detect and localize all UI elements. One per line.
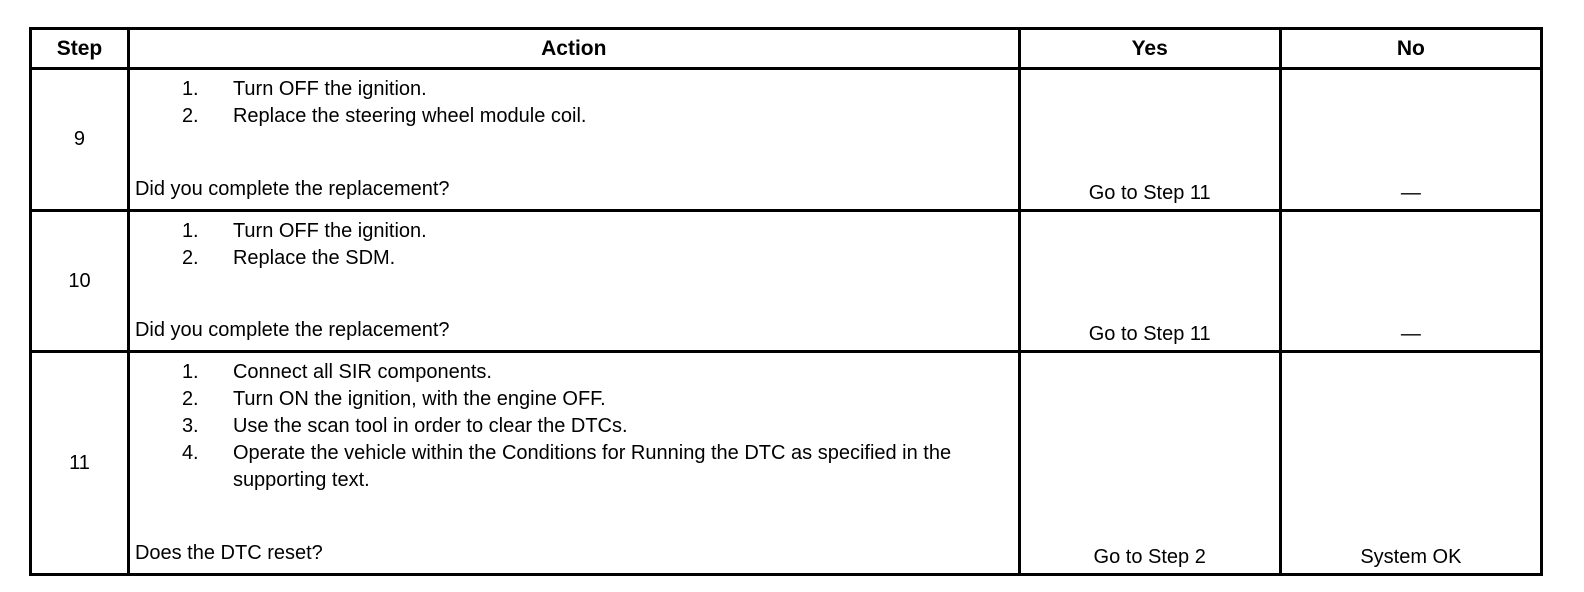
list-item-text: Replace the SDM.: [232, 247, 396, 269]
yes-result: Go to Step 11: [1019, 211, 1280, 352]
list-item: [130, 76, 1018, 103]
step-number: 11: [31, 352, 129, 575]
diagnostic-table: [29, 27, 1543, 576]
list-item-number: 2.: [181, 247, 199, 269]
list-item-number: 3.: [181, 415, 199, 437]
list-item-number: 1.: [181, 220, 199, 242]
no-result: System OK: [1280, 352, 1541, 575]
action-cell: [128, 69, 1019, 211]
action-question: Does the DTC reset?: [134, 542, 323, 564]
list-item-number: 2.: [181, 388, 199, 410]
list-item: [130, 245, 1018, 272]
no-result: —: [1280, 69, 1541, 211]
list-item-text: Replace the steering wheel module coil.: [232, 105, 587, 127]
action-cell: [128, 211, 1019, 352]
header-step: Step: [31, 29, 129, 69]
header-no: No: [1280, 29, 1541, 69]
list-item: [130, 218, 1018, 245]
list-item: [130, 386, 1018, 413]
step-number: 10: [31, 211, 129, 352]
yes-result: Go to Step 2: [1019, 352, 1280, 575]
table-row: [31, 211, 1542, 352]
list-item: [130, 413, 1018, 440]
list-item-number: 4.: [181, 442, 199, 464]
list-item-number: 2.: [181, 105, 199, 127]
header-row: [31, 29, 1542, 69]
action-question: Did you complete the replacement?: [134, 178, 450, 200]
list-item: [130, 359, 1018, 386]
list-item-text: Turn OFF the ignition.: [232, 220, 427, 242]
action-cell: [128, 352, 1019, 575]
list-item-number: 1.: [181, 361, 199, 383]
header-action: Action: [128, 29, 1019, 69]
list-item-text: Turn ON the ignition, with the engine OFF.: [232, 388, 606, 410]
list-item: [130, 103, 1018, 130]
step-number: 9: [31, 69, 129, 211]
action-list: [130, 353, 1018, 494]
no-result: —: [1280, 211, 1541, 352]
list-item: [130, 440, 1018, 494]
action-question: Did you complete the replacement?: [134, 319, 450, 341]
yes-result: Go to Step 11: [1019, 69, 1280, 211]
list-item-text: Operate the vehicle within the Conditions for Running the DTC as specified in the supporting text.: [232, 442, 952, 491]
table-row: [31, 69, 1542, 211]
table-row: [31, 352, 1542, 575]
list-item-number: 1.: [181, 78, 199, 100]
list-item-text: Use the scan tool in order to clear the DTCs.: [232, 415, 628, 437]
action-list: [130, 212, 1018, 272]
list-item-text: Turn OFF the ignition.: [232, 78, 427, 100]
list-item-text: Connect all SIR components.: [232, 361, 492, 383]
header-yes: Yes: [1019, 29, 1280, 69]
action-list: [130, 70, 1018, 130]
